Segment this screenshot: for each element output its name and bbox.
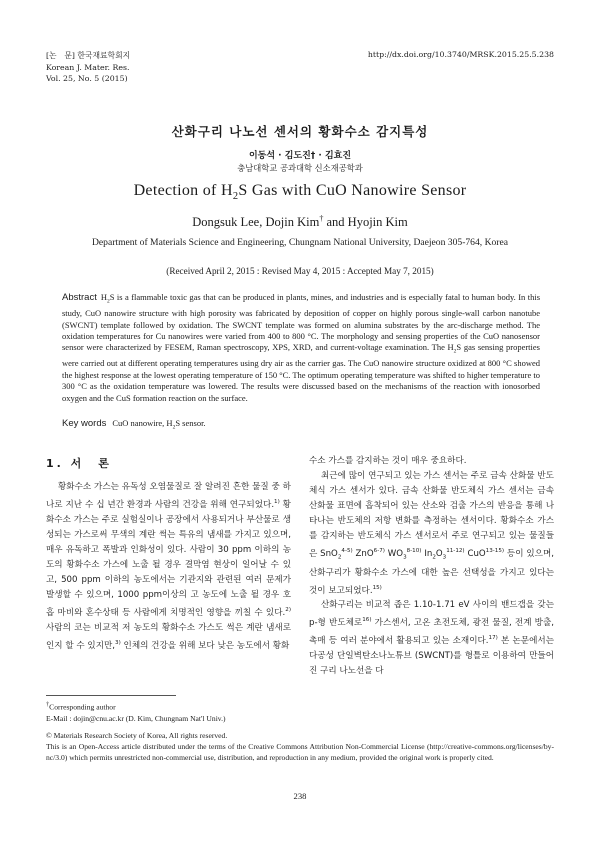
copyright-line: © Materials Research Society of Korea, All rights reserved.	[46, 731, 228, 740]
title-part: Detection of H	[133, 182, 233, 199]
text-chunk: 황화수소 가스는 유독성 오염물질로 잘 알려진 흔한 물질 중 하나로 지난 수 십 년간 환경과 사람의 건강을 위해 연구되었다.	[46, 482, 291, 510]
reference-mark: 15)	[372, 584, 382, 591]
paragraph	[309, 469, 554, 598]
keywords	[62, 418, 206, 431]
title-subscript: 2	[232, 191, 239, 203]
page-number: 238	[293, 791, 307, 801]
section-heading-introduction: 1. 서 론	[46, 457, 112, 470]
reference-mark: 13-15)	[485, 548, 505, 554]
text-chunk: O	[435, 548, 443, 559]
keyword-chunk: S sensor.	[175, 418, 206, 428]
title-korean: 산화구리 나노선 센서의 황화수소 감지특성	[171, 124, 429, 139]
reference-mark: 2)	[285, 606, 291, 613]
corresponding-author-note	[46, 699, 226, 713]
text-chunk: 사람의 코는 비교적 저 농도의 황화수소 가스도 썩은 계란 냄새로 인지 할 수 있지만,	[46, 622, 291, 651]
license-text: This is an Open-Access article distributed under the terms of the Creative Commons Attribution Non-Commercial License (http://creative-commons.org/licenses/by-nc/3.0) which permits unrestricted non-commercial use, distribution, and reproduction in any medium, provided the original work is properly cited.	[46, 742, 554, 763]
reference-mark: 17)	[488, 635, 498, 642]
footnote-rule	[46, 695, 176, 696]
abstract	[62, 292, 540, 404]
abstract-chunk: S gas sensing properties were carried out at different operating temperatures using dry air as the carrier gas. The CuO nanowire structure oxidized at 800 °C showed the highest response at the lowest operating temperature of 150 °C. The optimum operating temperature was shifted to higher temperature to 300 °C as the oxidation temperature was lowered. The results were discussed based on the mechanisms of the reaction with ionosorbed oxygen and the CuS formation reaction on the surface.	[62, 342, 540, 403]
corresponding-mark: †	[319, 214, 324, 223]
affiliation-english: Department of Materials Science and Engineering, Chungnam National University, Daejeon 305-764, Korea	[91, 237, 509, 248]
footnote	[46, 699, 226, 724]
abstract-text	[62, 292, 540, 403]
journal-header	[46, 50, 130, 85]
dagger-mark: †	[46, 701, 50, 708]
text-chunk: 등이 있으며, 산화구리가 황화수소 가스에 대한 높은 선택성을 가지고 있다는 것이 보고되었다.	[309, 548, 554, 596]
keyword-subscript: 2	[172, 424, 176, 431]
reference-mark: 3)	[115, 639, 121, 646]
author-names: and Hyojin Kim	[323, 215, 408, 230]
reference-mark: 6-7)	[373, 548, 385, 554]
text-chunk: CuO	[464, 548, 486, 559]
authors-english	[0, 214, 600, 230]
journal-volume: Vol. 25, No. 5 (2015)	[46, 74, 128, 83]
paragraph-continued: 수소 가스를 감지하는 것이 매우 중요하다.	[309, 456, 467, 466]
text-chunk: In	[421, 548, 433, 559]
journal-name-en: Korean J. Mater. Res.	[46, 62, 130, 72]
reference-mark: 16)	[362, 617, 372, 624]
subscript: 2	[432, 554, 436, 561]
reference-mark: 4-5)	[341, 548, 353, 554]
left-column	[46, 456, 291, 654]
reference-mark: 1)	[274, 499, 280, 505]
abstract-label: Abstract	[62, 292, 97, 303]
affiliation-korean: 충남대학교 공과대학 신소재공학과	[237, 163, 363, 173]
text-chunk: 최근에 많이 연구되고 있는 가스 센서는 주로 금속 산화물 반도체식 가스 센서가 있다. 금속 산화물 반도체식 가스 센서는 금속 산화물 표면에 흡착되어 있는 산소와 검출 가스의 반응을 통해 나타나는 반도체의 저항 변화를 측정하는 센서이다. 황화수소 가스를 감지하는 반도체식 가스 센서로서 주로 연구되고 있는 물질들은 SnO	[309, 471, 554, 559]
title-english	[0, 182, 600, 202]
received-dates: (Received April 2, 2015 : Revised May 4, 2015 : Accepted May 7, 2015)	[166, 266, 434, 276]
reference-mark: 11-12)	[446, 548, 465, 554]
doi-link[interactable]: http://dx.doi.org/10.3740/MRSK.2015.25.5.238	[367, 50, 554, 59]
keywords-label: Key words	[62, 418, 107, 429]
text-chunk: 산화구리는 비교적 좁은 1.10-1.71 eV 사이의 밴드갭을 갖는 p-형 반도체로	[309, 600, 554, 629]
subscript: 3	[442, 554, 447, 561]
authors-korean: 이동석 · 김도진† · 김효진	[248, 151, 352, 161]
text-chunk: 본 논문에서는 다공성 단일벽탄소나노튜브 (SWCNT)를 형틀로 이용하여 만들어진 구리 나노선을 다	[309, 636, 554, 677]
abstract-chunk: S is a flammable toxic gas that can be produced in plants, mines, and industries and is especially fatal to human body. In this study, CuO nanowire structure with high porosity was fabricated by deposition of copper on highly porous single-wall carbon nanotube (SWCNT) template followed by oxidation. The SWCNT template was formed on alumina substrates by the arc-discharge method. The oxidation temperatures for Cu nanowires were varied from 400 to 800 °C. The morphology and sensing properties of the CuO nanosensor sensor were characterized by FESEM, Raman spectroscopy, XPS, XRD, and current-voltage examination. The H	[62, 292, 540, 353]
paragraph	[46, 480, 291, 654]
abstract-subscript: 2	[453, 349, 457, 355]
subscript: 2	[337, 554, 342, 561]
journal-name-ko: [논 문] 한국재료학회지	[46, 51, 131, 60]
subscript: 3	[403, 554, 407, 561]
text-chunk: 인체의 건강을 위해 보다 낮은 농도에서 황화	[120, 640, 290, 651]
keyword-chunk: CuO nanowire, H	[112, 418, 173, 428]
paragraph	[309, 598, 554, 679]
abstract-chunk: H	[100, 292, 107, 302]
right-column	[309, 454, 554, 679]
copyright-notice	[46, 730, 554, 764]
text-chunk: WO	[384, 548, 404, 559]
author-names: Dongsuk Lee, Dojin Kim	[192, 215, 320, 230]
email-line: E-Mail : dojin@cnu.ac.kr (D. Kim, Chungnam Nat'l Univ.)	[46, 713, 226, 723]
text-chunk: ZnO	[352, 548, 374, 559]
corresponding-label: Corresponding author	[49, 702, 116, 712]
text-chunk: 가스센서, 고온 초전도체, 광전 물질, 전계 방출, 촉매 등 여러 분야에서 활용되고 있는 소재이다.	[309, 618, 555, 647]
title-part: S Gas with CuO Nanowire Sensor	[238, 182, 467, 199]
keywords-text	[112, 418, 206, 431]
text-chunk: 황화수소 가스는 주로 실험실이나 공장에서 사용되거나 부산물로 생성되는 가스로써 무색의 계란 썩는 특유의 냄새를 가지고 있으며, 매우 유독하고 폭발과 인화성이 있다. 사람이 30 ppm 이하의 농도의 황화수소 가스에 노출 될 경우 결막염 현상이 일어날 수 있고, 500 ppm 이하의 농도에서는 기관지와 관련된 여러 문제가 발생할 수 있으며, 1000 ppm이상의 고 농도에 노출 될 경우 호흡 마비와 혼수상태 등 사람에게 치명적인 영향을 끼칠 수 있다.	[46, 499, 291, 618]
abstract-subscript: 2	[107, 298, 110, 305]
reference-mark: 8-10)	[406, 548, 422, 554]
